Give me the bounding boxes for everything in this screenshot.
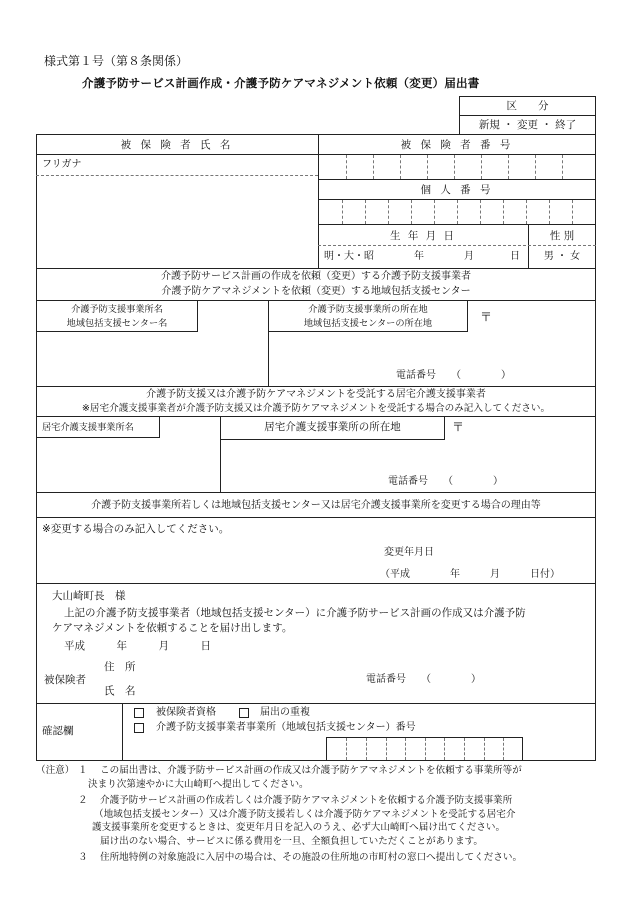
- checkbox-duplicate[interactable]: [239, 708, 249, 718]
- provider-address-field[interactable]: [269, 333, 595, 369]
- birth-era-options[interactable]: 明・大・昭: [324, 251, 374, 262]
- care-postal-mark: 〒: [452, 420, 465, 434]
- note-3-number: ３: [78, 852, 88, 863]
- signer-address-label: 住 所: [104, 661, 136, 673]
- note-2-line-3: 護支援事業所を変更するときは、変更年月日を記入のうえ、必ず大山崎町へ届け出てください。: [92, 822, 506, 833]
- personal-number-header: 個 人 番 号: [420, 184, 494, 196]
- insured-name-field[interactable]: [37, 176, 317, 268]
- birth-day: 日: [510, 251, 520, 262]
- provider-heading-1: 介護予防サービス計画の作成を依頼（変更）する介護予防支援事業者: [161, 271, 471, 282]
- declaration-body-1: 上記の介護予防支援事業者（地域包括支援センター）に介護予防サービス計画の作成又は介護予防: [64, 607, 526, 619]
- change-heading: 介護予防支援事業所若しくは地域包括支援センター又は居宅介護支援事業所を変更する場合の理由等: [91, 500, 541, 511]
- checkbox-insured-eligibility[interactable]: [134, 708, 144, 718]
- insured-number-field[interactable]: [319, 155, 595, 179]
- birth-month: 月: [464, 251, 474, 262]
- note-2-number: ２: [78, 795, 88, 806]
- gender-options[interactable]: 男 ・ 女: [543, 251, 581, 262]
- care-note: ※居宅介護支援事業者が介護予防支援又は介護予防ケアマネジメントを受託する場合のみ記入してください。: [81, 403, 551, 414]
- provider-postal-mark: 〒: [480, 310, 493, 324]
- form-title: 介護予防サービス計画作成・介護予防ケアマネジメント依頼（変更）届出書: [82, 76, 480, 90]
- provider-name-field[interactable]: [37, 333, 267, 385]
- birth-year: 年: [414, 251, 424, 262]
- birth-date-header: 生 年 月 日: [389, 230, 456, 242]
- note-2-line-2: （地域包括支援センター）又は介護予防支援若しくは介護予防ケアマネジメントを受託する居宅介: [94, 809, 516, 820]
- insured-signer-label: 被保険者: [44, 674, 86, 686]
- provider-heading-2: 介護予防ケアマネジメントを依頼（変更）する地域包括支援センター: [161, 286, 471, 297]
- care-phone[interactable]: 電話番号 （ ）: [388, 476, 503, 487]
- provider-phone[interactable]: 電話番号 （ ）: [396, 370, 511, 381]
- category-label: 区 分: [506, 100, 549, 112]
- change-date-format[interactable]: （平成 年 月 日付）: [380, 569, 560, 580]
- gender-header: 性 別: [549, 230, 575, 242]
- category-options[interactable]: 新規 ・ 変更 ・ 終了: [478, 119, 577, 131]
- declaration-date[interactable]: 平成 年 月 日: [64, 640, 211, 652]
- notes-label: （注意）: [36, 765, 75, 776]
- care-name-field[interactable]: [37, 440, 219, 491]
- confirmation-label: 確認欄: [42, 725, 74, 737]
- provider-address-label-2: 地域包括支援センターの所在地: [303, 318, 433, 329]
- signer-name-field[interactable]: [150, 682, 360, 700]
- provider-name-label-1: 介護予防支援事業所名: [71, 304, 163, 315]
- care-address-label: 居宅介護支援事業所の所在地: [264, 421, 401, 433]
- confirm-item-1: 被保険者資格: [156, 707, 216, 718]
- note-1-line-2: 決まり次第速やかに大山崎町へ提出してください。: [88, 779, 309, 790]
- furigana-label: フリガナ: [42, 159, 82, 170]
- declaration-body-2: ケアマネジメントを依頼することを届け出します。: [52, 622, 293, 634]
- care-address-field[interactable]: [221, 441, 595, 475]
- confirm-item-3: 介護予防支援事業者事業所（地域包括支援センター）番号: [156, 722, 416, 733]
- confirm-item-2: 届出の重複: [260, 707, 310, 718]
- provider-name-label-2: 地域包括支援センター名: [66, 318, 168, 329]
- care-name-label: 居宅介護支援事業所名: [42, 422, 134, 433]
- care-heading: 介護予防支援又は介護予防ケアマネジメントを受託する居宅介護支援事業者: [146, 389, 486, 400]
- note-2-line-1: 介護予防サービス計画の作成若しくは介護予防ケアマネジメントを依頼する介護予防支援事業所: [100, 795, 513, 806]
- change-date-label: 変更年月日: [384, 547, 434, 558]
- insured-name-header: 被 保 険 者 氏 名: [120, 139, 234, 151]
- signer-phone[interactable]: 電話番号 （ ）: [366, 674, 481, 685]
- form-number: 様式第１号（第８条関係）: [44, 54, 189, 68]
- insured-number-header: 被 保 険 者 番 号: [400, 139, 514, 151]
- note-3-line-1: 住所地特例の対象施設に入居中の場合は、その施設の住所地の市町村の窓口へ提出してください。: [100, 852, 523, 863]
- change-note: ※変更する場合のみ記入してください。: [42, 523, 230, 535]
- note-1-line-1: この届出書は、介護予防サービス計画の作成又は介護予防ケアマネジメントを依頼する事業所等が: [100, 765, 522, 776]
- note-2-line-4: 届け出のない場合、サービスに係る費用を一旦、全額負担していただくことがあります。: [100, 836, 483, 847]
- signer-name-label: 氏 名: [104, 685, 136, 697]
- provider-address-label-1: 介護予防支援事業所の所在地: [308, 304, 428, 315]
- note-1-number: １: [78, 765, 88, 776]
- checkbox-provider-number[interactable]: [134, 723, 144, 733]
- addressee: 大山崎町長 様: [52, 590, 126, 602]
